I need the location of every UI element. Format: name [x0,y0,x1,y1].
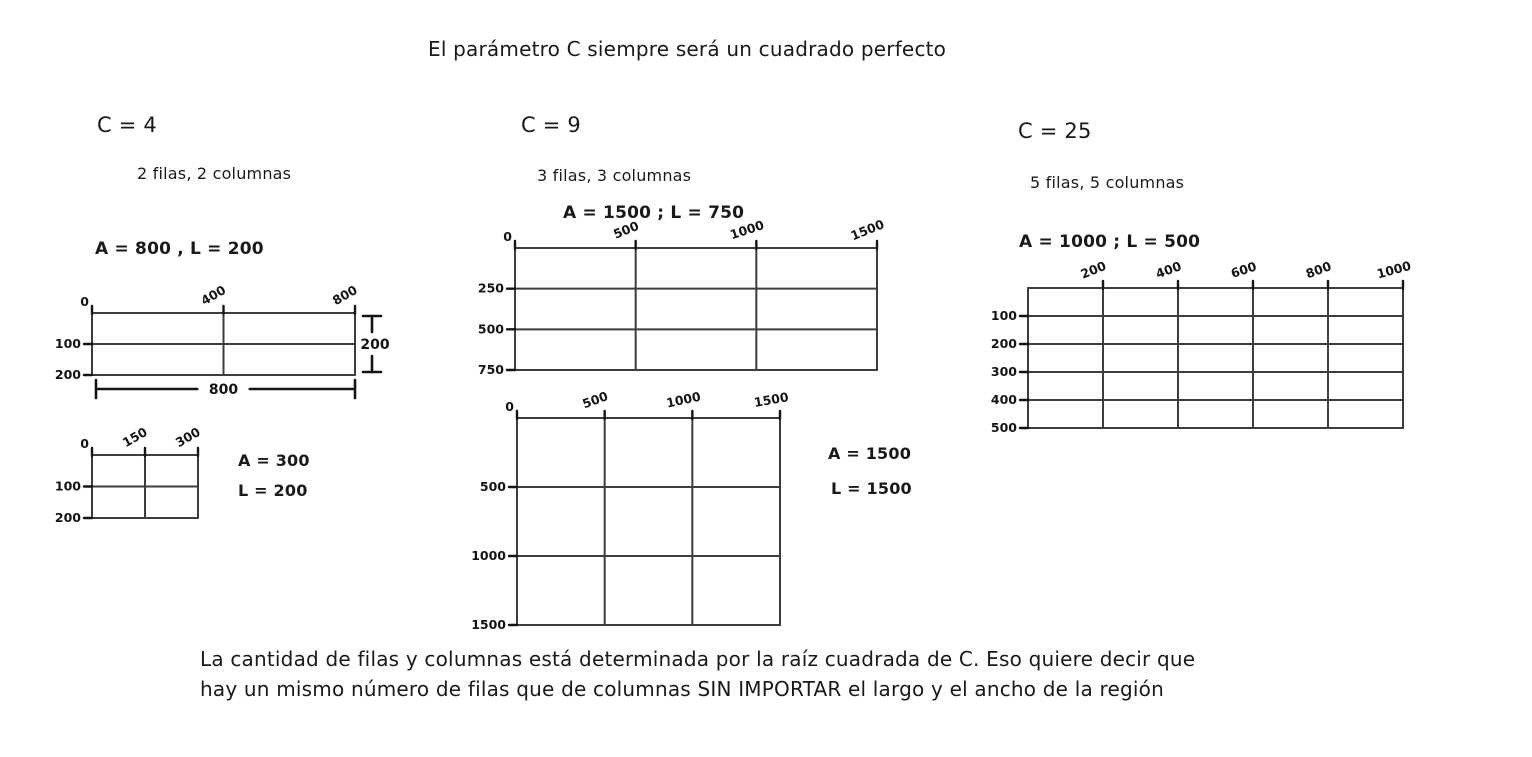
grid-c9-a1500-l1500 [471,388,790,632]
x-tick-label: 1500 [752,389,790,410]
page-title: El parámetro C siempre será un cuadrado perfecto [428,37,947,61]
x-tick-label: 800 [1303,258,1334,282]
x-tick-label: 1000 [1375,257,1413,282]
y-tick-label: 250 [477,280,504,296]
grid-c4-small-length-label: L = 200 [238,481,308,500]
x-tick-label: 400 [198,282,229,309]
grid-c4-small-area-label: A = 300 [238,451,310,470]
x-tick-label: 1000 [664,388,702,411]
grid-c4-a300-l200 [55,424,203,525]
y-tick-label: 100 [990,308,1017,323]
y-tick-label: 500 [990,420,1017,435]
y-tick-label: 200 [54,510,81,525]
y-tick-label: 100 [54,336,81,351]
grid-c25-a1000-l500 [991,258,1413,435]
footer-line-2: hay un mismo número de filas que de columnas SIN IMPORTAR el largo y el ancho de la región [200,677,1164,701]
y-tick-label: 200 [990,336,1017,351]
x-tick-label: 800 [329,282,360,309]
y-tick-label: 1000 [471,548,506,563]
x-tick-label: 0 [80,436,89,451]
section-c4-rowscols: 2 filas, 2 columnas [137,164,292,183]
y-tick-label: 500 [477,321,504,337]
height-dimension-label: 200 [360,337,390,353]
x-tick-label: 200 [1078,257,1109,282]
x-tick-label: 600 [1228,258,1259,281]
grid-c9-square-area-label: A = 1500 [828,444,912,463]
x-tick-label: 400 [1153,258,1184,282]
x-tick-label: 0 [80,294,89,309]
section-c9-dims-label: A = 1500 ; L = 750 [563,203,745,223]
x-tick-label: 1000 [728,217,766,243]
x-tick-label: 0 [503,229,512,244]
section-c25-dims-label: A = 1000 ; L = 500 [1019,232,1201,252]
y-tick-label: 750 [477,362,504,377]
y-tick-label: 200 [54,367,81,382]
y-tick-label: 400 [990,392,1017,407]
y-tick-label: 500 [479,479,506,494]
footer-line-1: La cantidad de filas y columnas está determinada por la raíz cuadrada de C. Eso quiere decir que [200,647,1196,671]
grid-c4-a800-l200 [55,282,390,398]
section-c4-dims-label: A = 800 , L = 200 [95,239,264,259]
section-c9-rowscols: 3 filas, 3 columnas [537,166,692,185]
width-dimension-label: 800 [208,382,239,398]
x-tick-label: 500 [580,388,610,412]
x-tick-label: 500 [611,217,641,242]
section-c25-header: C = 25 [1018,119,1092,143]
y-tick-label: 300 [990,364,1017,379]
section-c9-header: C = 9 [521,113,581,137]
section-c4-header: C = 4 [97,113,157,137]
grid-c9-square-length-label: L = 1500 [831,479,912,498]
x-tick-label: 1500 [848,216,887,244]
x-tick-label: 300 [172,424,203,451]
grid-c9-a1500-l750 [478,216,887,377]
y-tick-label: 1500 [471,617,506,632]
section-c25-rowscols: 5 filas, 5 columnas [1030,173,1185,192]
x-tick-label: 0 [505,399,514,414]
x-tick-label: 150 [119,424,150,451]
y-tick-label: 100 [54,478,81,494]
